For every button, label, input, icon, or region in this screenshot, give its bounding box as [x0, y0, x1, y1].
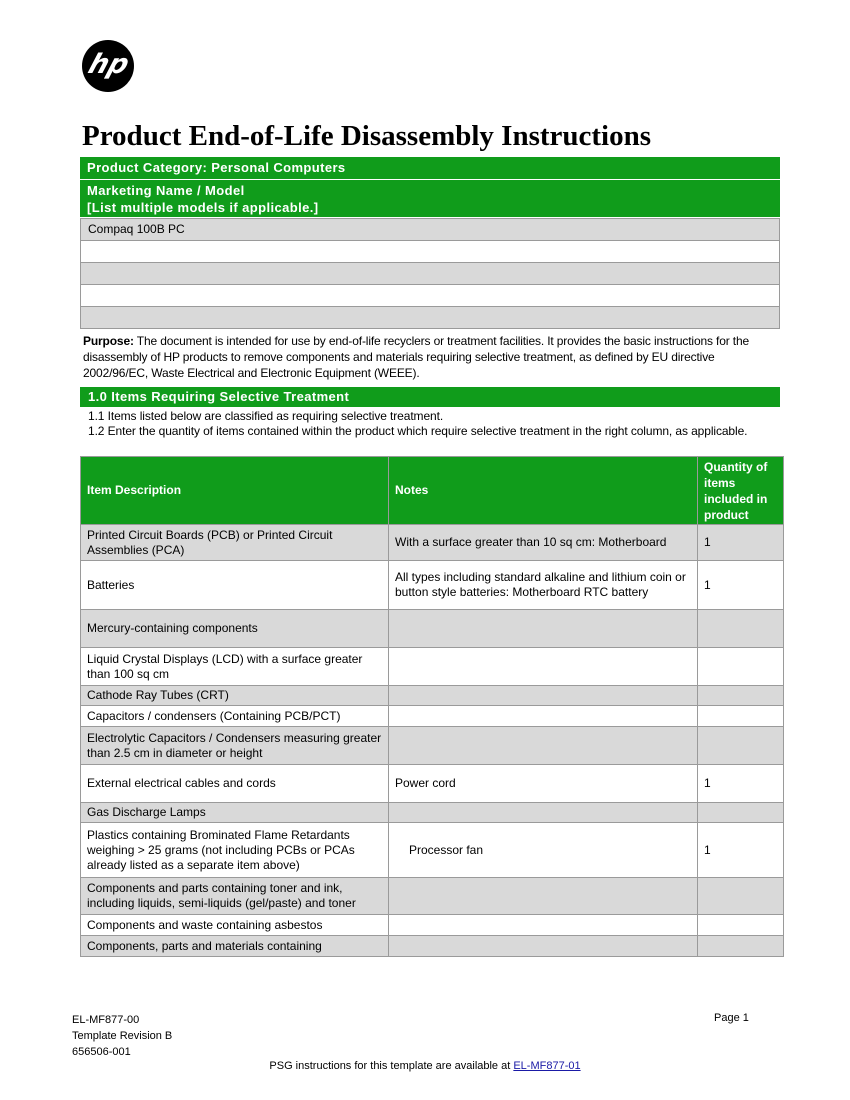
item-quantity: 1	[698, 765, 784, 803]
item-notes	[389, 686, 698, 706]
table-row	[81, 727, 784, 765]
footer-doc-info	[72, 1012, 172, 1060]
model-row	[81, 306, 779, 328]
item-notes	[389, 648, 698, 686]
item-description: Plastics containing Brominated Flame Retardants weighing > 25 grams (not including PCBs or PCAs already listed as a separate item above)	[81, 823, 389, 878]
item-notes	[389, 706, 698, 727]
footer-page-number: Page 1	[714, 1012, 749, 1024]
table-row	[81, 878, 784, 915]
table-row	[81, 706, 784, 727]
item-notes: With a surface greater than 10 sq cm: Motherboard	[389, 525, 698, 561]
marketing-name-header	[80, 180, 780, 218]
model-list	[80, 218, 780, 329]
table-row	[81, 823, 784, 878]
marketing-name-label: Marketing Name / Model	[87, 183, 245, 198]
item-description: Capacitors / condensers (Containing PCB/PCT)	[81, 706, 389, 727]
section-note: 1.2 Enter the quantity of items contained within the product which require selective treatment in the right column, as applicable.	[88, 424, 748, 438]
item-notes	[389, 936, 698, 957]
table-row	[81, 561, 784, 610]
table-row	[81, 525, 784, 561]
item-quantity	[698, 727, 784, 765]
item-description: Cathode Ray Tubes (CRT)	[81, 686, 389, 706]
item-notes	[389, 803, 698, 823]
item-description: Electrolytic Capacitors / Condensers measuring greater than 2.5 cm in diameter or height	[81, 727, 389, 765]
table-row	[81, 610, 784, 648]
section-heading: 1.0 Items Requiring Selective Treatment	[80, 387, 780, 407]
table-row	[81, 915, 784, 936]
footer-part-number: 656506-001	[72, 1046, 131, 1058]
item-description: Batteries	[81, 561, 389, 610]
item-description: External electrical cables and cords	[81, 765, 389, 803]
item-quantity	[698, 936, 784, 957]
item-quantity: 1	[698, 561, 784, 610]
hp-logo	[82, 40, 134, 92]
footer-doc-id: EL-MF877-00	[72, 1014, 140, 1026]
section-note: 1.1 Items listed below are classified as requiring selective treatment.	[88, 409, 444, 423]
item-quantity: 1	[698, 823, 784, 878]
table-row	[81, 936, 784, 957]
model-row: Compaq 100B PC	[81, 218, 779, 240]
item-quantity: 1	[698, 525, 784, 561]
table-row	[81, 803, 784, 823]
item-description: Mercury-containing components	[81, 610, 389, 648]
item-description: Components, parts and materials containing	[81, 936, 389, 957]
item-quantity	[698, 915, 784, 936]
purpose-text: The document is intended for use by end-of-life recyclers or treatment facilities. It provides the basic instructions for the disassembly of HP products to remove components and materials requiring selective treatment, as defined by EU directive 2002/96/EC, Waste Electrical and Electronic Equipment (WEEE).	[83, 334, 749, 380]
table-row	[81, 686, 784, 706]
item-description: Gas Discharge Lamps	[81, 803, 389, 823]
item-notes	[389, 878, 698, 915]
section-notes	[88, 409, 768, 439]
col-header-notes: Notes	[389, 457, 698, 525]
model-row	[81, 262, 779, 284]
item-notes: Power cord	[389, 765, 698, 803]
item-notes: All types including standard alkaline and lithium coin or button style batteries: Motherboard RTC battery	[389, 561, 698, 610]
purpose-paragraph	[83, 333, 773, 381]
page-title: Product End-of-Life Disassembly Instructions	[82, 120, 652, 152]
table-row	[81, 648, 784, 686]
item-quantity	[698, 686, 784, 706]
hp-logo-icon	[82, 40, 134, 92]
item-quantity	[698, 648, 784, 686]
table-row	[81, 765, 784, 803]
item-notes	[389, 915, 698, 936]
purpose-label: Purpose:	[83, 334, 134, 348]
footer-template-revision: Template Revision B	[72, 1030, 173, 1042]
logo-text: hp	[84, 47, 134, 80]
item-notes	[389, 610, 698, 648]
model-row	[81, 284, 779, 306]
selective-treatment-table	[80, 456, 784, 957]
col-header-item-description: Item Description	[81, 457, 389, 525]
col-header-quantity: Quantity of items included in product	[698, 457, 784, 525]
item-description: Printed Circuit Boards (PCB) or Printed Circuit Assemblies (PCA)	[81, 525, 389, 561]
marketing-name-hint: [List multiple models if applicable.]	[87, 200, 319, 215]
psg-instructions-link[interactable]: EL-MF877-01	[513, 1060, 581, 1072]
footer-psg-note	[0, 1060, 850, 1072]
item-description: Components and parts containing toner and ink, including liquids, semi-liquids (gel/paste) and toner	[81, 878, 389, 915]
model-row	[81, 240, 779, 262]
item-quantity	[698, 878, 784, 915]
item-description: Liquid Crystal Displays (LCD) with a surface greater than 100 sq cm	[81, 648, 389, 686]
item-description: Components and waste containing asbestos	[81, 915, 389, 936]
item-notes: Processor fan	[389, 823, 698, 878]
item-quantity	[698, 706, 784, 727]
product-category-header: Product Category: Personal Computers	[80, 157, 780, 180]
product-info-block	[80, 157, 780, 329]
item-quantity	[698, 803, 784, 823]
item-quantity	[698, 610, 784, 648]
item-notes	[389, 727, 698, 765]
footer-psg-text: PSG instructions for this template are available at	[269, 1060, 514, 1072]
